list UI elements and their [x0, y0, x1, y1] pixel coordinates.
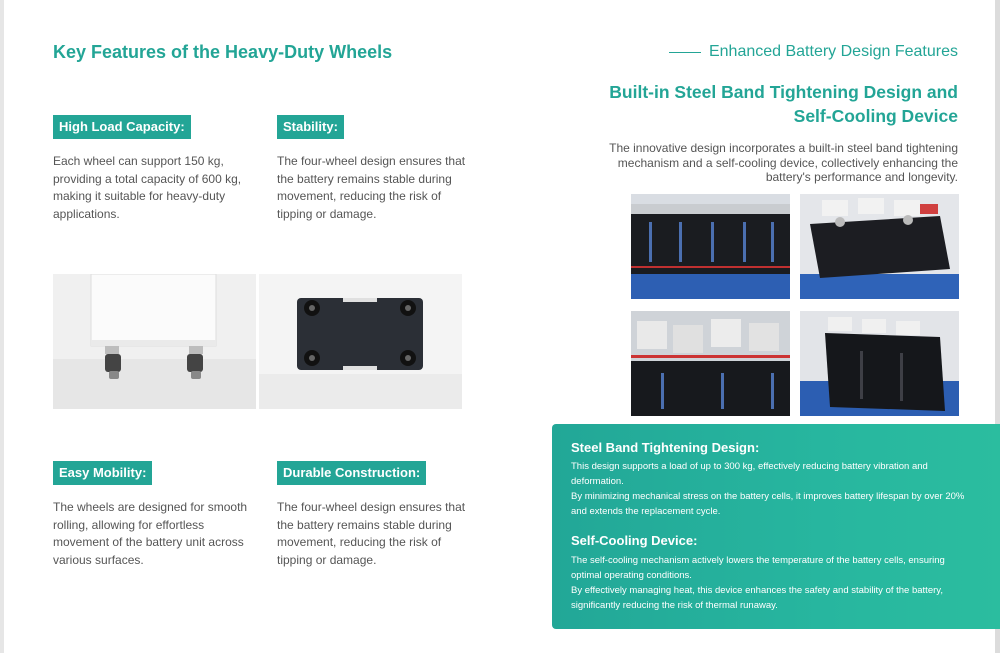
section-label-rule: [669, 52, 701, 53]
steel-band-text-1: This design supports a load of up to 300 kg, effectively reducing battery vibration and deformation.: [571, 461, 928, 487]
tag-easy-mobility: Easy Mobility:: [53, 461, 152, 485]
desc-high-load-capacity: Each wheel can support 150 kg, providing a total capacity of 600 kg, making it suitable for heavy-duty applications.: [53, 154, 242, 221]
self-cooling-text-2: By effectively managing heat, this device enhances the safety and stability of the battery, significantly reducing the risk of thermal runaway.: [571, 585, 943, 611]
wheel-side-photo: [53, 274, 256, 409]
desc-easy-mobility: The wheels are designed for smooth rolling, allowing for effortless movement of the battery unit across various surfaces.: [53, 500, 248, 567]
steel-band-heading: Steel Band Tightening Design:: [571, 440, 760, 455]
tag-high-load-capacity: High Load Capacity:: [53, 115, 191, 139]
tag-stability: Stability:: [277, 115, 344, 139]
tag-durable-construction: Durable Construction:: [277, 461, 426, 485]
right-heading: Built-in Steel Band Tightening Design and Self-Cooling Device: [609, 82, 958, 126]
page-edge-left: [0, 0, 4, 653]
steel-band-text-2: By minimizing mechanical stress on the battery cells, it improves battery lifespan by over 20% and extends the replacement cycle.: [571, 491, 965, 517]
self-cooling-heading: Self-Cooling Device:: [571, 533, 698, 548]
left-title: Key Features of the Heavy-Duty Wheels: [53, 42, 393, 62]
desc-durable-construction: The four-wheel design ensures that the battery remains stable during movement, reducing the risk of tipping or damage.: [277, 500, 466, 567]
self-cooling-text-1: The self-cooling mechanism actively lowers the temperature of the battery cells, ensuring optimal operating conditions.: [571, 555, 945, 581]
section-label: [669, 43, 958, 61]
battery-photo-2: [800, 194, 959, 299]
desc-stability: The four-wheel design ensures that the battery remains stable during movement, reducing the risk of tipping or damage.: [277, 154, 466, 221]
section-label-text: Enhanced Battery Design Features: [708, 43, 958, 60]
right-intro: The innovative design incorporates a built-in steel band tightening mechanism and a self-cooling device, collectively enhancing the battery's performance and longevity.: [609, 141, 958, 184]
battery-photo-1: [631, 194, 790, 299]
battery-photo-3: [631, 311, 790, 416]
battery-photo-4: [800, 311, 959, 416]
wheel-bottom-photo: [259, 274, 462, 409]
info-panel: [552, 424, 1000, 629]
